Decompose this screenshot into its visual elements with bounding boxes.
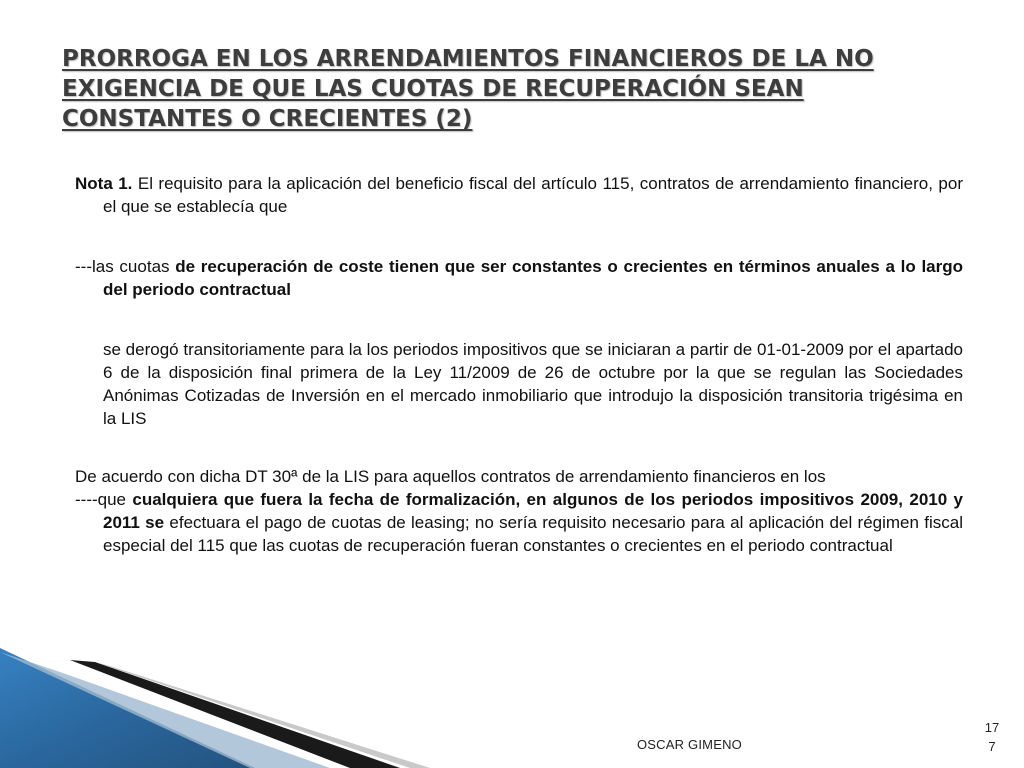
requirement-bold: de recuperación de coste tienen que ser constantes o crecientes en términos anuales a lo largo del periodo contractual	[103, 257, 964, 299]
slide-body	[75, 172, 963, 557]
slide-title: PRORROGA EN LOS ARRENDAMIENTOS FINANCIEROS DE LA NO EXIGENCIA DE QUE LAS CUOTAS DE RECUPERACIÓN SEAN CONSTANTES O CRECIENTES (2)	[62, 46, 874, 132]
note-text: El requisito para la aplicación del beneficio fiscal del artículo 115, contratos de arrendamiento financiero, por el que se establecía que	[103, 174, 963, 216]
paragraph-note	[75, 172, 963, 218]
page-number-line1: 17	[984, 720, 1000, 735]
requirement-lead: ---las cuotas	[75, 257, 176, 276]
paragraph-condition	[75, 488, 963, 557]
condition-text: efectuara el pago de cuotas de leasing; no sería requisito necesario para al aplicación del régimen fiscal especial del 115 que las cuotas de recuperación fueran constantes o crecientes en el periodo contractual	[103, 513, 963, 555]
condition-bold: cualquiera que fuera la fecha de formalización, en algunos de los periodos impositivos 2009, 2010 y 2011 se	[103, 490, 964, 532]
page-number	[980, 718, 1004, 756]
paragraph-agreement: De acuerdo con dicha DT 30ª de la LIS para aquellos contratos de arrendamiento financieros en los	[75, 467, 826, 486]
condition-lead: ----que	[75, 490, 133, 509]
paragraph-requirement	[75, 255, 963, 301]
note-label: Nota 1.	[75, 174, 133, 193]
page-number-line2: 7	[988, 739, 996, 754]
footer-author: OSCAR GIMENO	[637, 737, 742, 752]
paragraph-derogation: se derogó transitoriamente para la los periodos impositivos que se iniciaran a partir de 01-01-2009 por el apartado 6 de la disposición final primera de la Ley 11/2009 de 26 de octubre por la que se regulan las Sociedades Anónimas Cotizadas de Inversión en el mercado inmobiliario que introdujo la disposición transitoria trigésima en la LIS	[103, 340, 963, 428]
